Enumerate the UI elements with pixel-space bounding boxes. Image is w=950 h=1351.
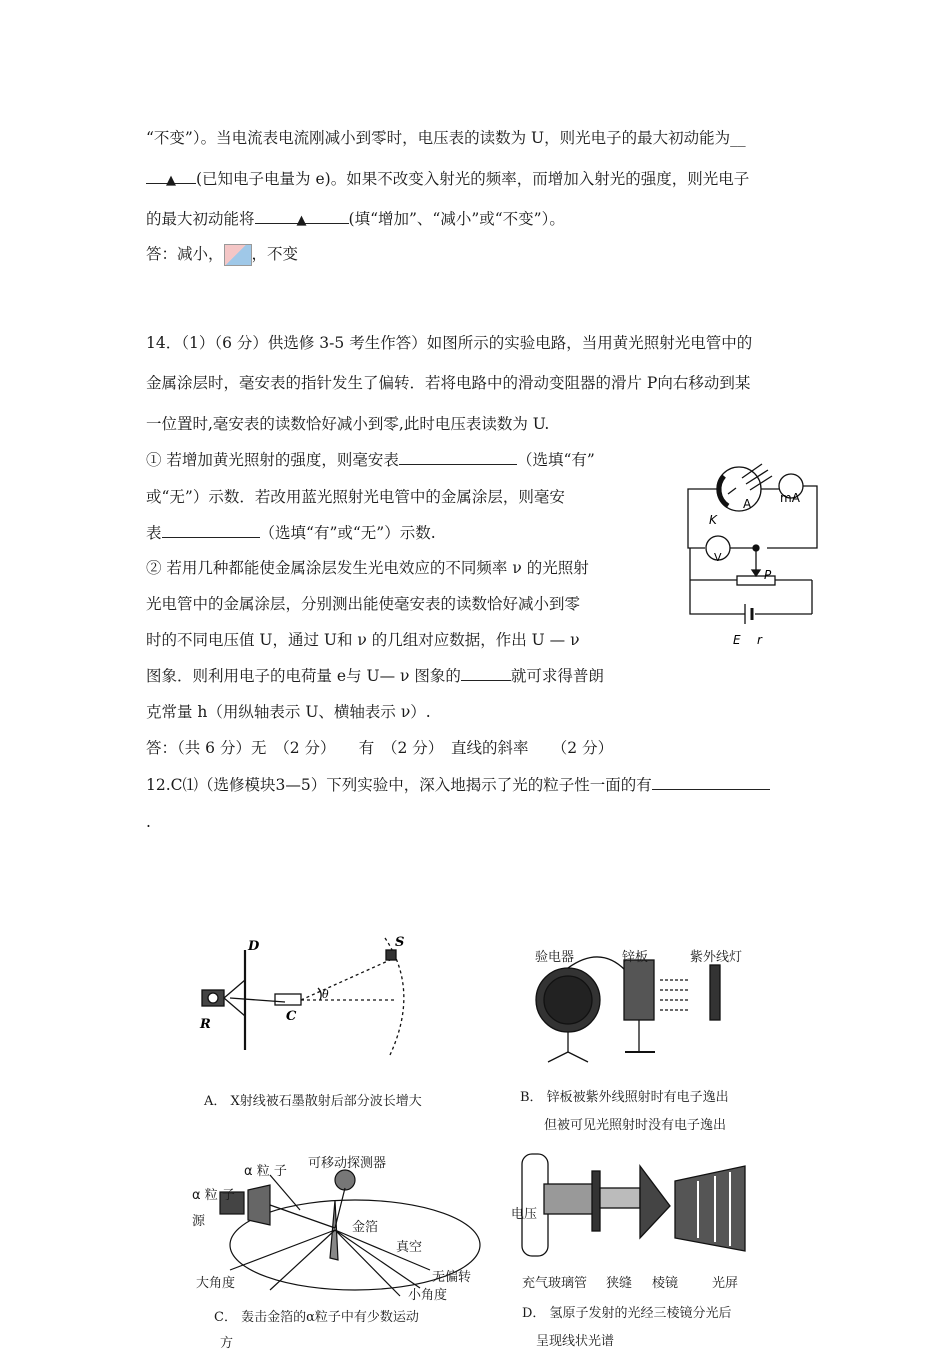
q14-line3: 一位置时,毫安表的读数恰好减小到零,此时电压表读数为 U. [146, 415, 550, 433]
figure-d-svg [500, 1146, 760, 1271]
label-A: A [743, 497, 752, 511]
broken-image-icon [224, 244, 252, 266]
detector-icon [386, 950, 396, 960]
para1-line3-pre: 的最大初动能将 [146, 210, 255, 228]
q12-dot: . [146, 813, 151, 831]
figure-d [500, 1146, 760, 1271]
q14-s2d-pre: 图象．则利用电子的电荷量 e与 U— ν 图象的 [146, 667, 461, 685]
q14-sub2-line1: ② 若用几种都能使金属涂层发生光电效应的不同频率 ν 的光照射 [146, 559, 589, 577]
label-electroscope: 验电器 [535, 950, 575, 965]
q12-line1 [146, 775, 770, 795]
label-D: D [248, 939, 260, 954]
q14-s1c-pre: 表 [146, 524, 162, 542]
circuit-diagram [680, 458, 825, 653]
answer-blank[interactable] [399, 450, 517, 465]
answer-post: ，不变 [251, 245, 299, 263]
q14-s2d-post: 就可求得普朗 [510, 667, 604, 685]
uv-lamp-icon [710, 965, 720, 1020]
para1-line3 [146, 209, 565, 229]
label-vacuum: 真空 [396, 1240, 423, 1255]
label-E: E [733, 633, 741, 647]
q14-line2: 金属涂层时，毫安表的指针发生了偏转．若将电路中的滑动变阻器的滑片 P向右移动到某 [146, 374, 751, 392]
label-no-deflection: 无偏转 [432, 1270, 472, 1285]
answer-blank[interactable] [461, 666, 511, 681]
caption-c-2: 方 [220, 1336, 234, 1351]
circuit-svg [680, 458, 825, 653]
q14-sub2-line3: 时的不同电压值 U，通过 U和 ν 的几组对应数据，作出 U — ν [146, 631, 580, 649]
answer-pre: 答：减小， [146, 245, 224, 263]
label-screen: 光屏 [712, 1276, 739, 1291]
movable-detector-icon [335, 1170, 355, 1190]
para1-line1: “不变”）。当电流表电流刚减小到零时，电压表的读数为 U，则光电子的最大初动能为__ [146, 129, 746, 147]
screen-icon [675, 1166, 745, 1251]
label-small-angle: 小角度 [408, 1288, 448, 1303]
figure-a [190, 930, 430, 1070]
q14-s1a: ① 若增加黄光照射的强度，则毫安表 [146, 451, 399, 469]
label-gold-foil: 金箔 [352, 1220, 379, 1235]
label-S: S [395, 935, 405, 950]
answer-blank[interactable] [146, 169, 196, 188]
prism-icon [640, 1166, 670, 1238]
caption-a: A． X射线被石墨散射后部分波长增大 [204, 1094, 422, 1109]
caption-d-1: D． 氢原子发射的光经三棱镜分光后 [522, 1306, 732, 1321]
label-mA: mA [780, 491, 800, 505]
answer-blank[interactable] [255, 209, 349, 228]
caption-b-1: B． 锌板被紫外线照射时有电子逸出 [520, 1090, 729, 1105]
triangle-icon: ▲ [296, 213, 307, 228]
q12-text: 12.C⑴（选修模块3—5）下列实验中，深入地揭示了光的粒子性一面的有 [146, 776, 652, 794]
q14-sub1-line2: 或“无”）示数．若改用蓝光照射光电管中的金属涂层，则毫安 [146, 488, 565, 506]
triangle-icon: ▲ [166, 173, 176, 188]
q14-sub2-line5: 克常量 h（用纵轴表示 U、横轴表示 ν）. [146, 703, 431, 721]
para1-line2-text: (已知电子电量为 e)。如果不改变入射光的频率，而增加入射光的强度，则光电子 [196, 170, 750, 188]
label-r: r [757, 633, 762, 647]
label-uv-lamp: 紫外线灯 [690, 950, 743, 965]
label-zinc-plate: 锌板 [622, 950, 649, 965]
caption-b-2: 但被可见光照射时没有电子逸出 [544, 1118, 727, 1133]
para1-answer [146, 244, 298, 266]
label-voltage: 电压 [511, 1207, 538, 1222]
q14-sub2-line4 [146, 666, 604, 686]
label-large-angle: 大角度 [196, 1276, 236, 1291]
q14-s1c-post: （选填“有”或“无”）示数. [259, 524, 436, 542]
answer-blank[interactable] [162, 523, 260, 538]
label-alpha-source-1: α 粒 子 [192, 1188, 235, 1203]
slit-icon [592, 1171, 600, 1231]
label-gas-tube: 充气玻璃管 [522, 1276, 588, 1291]
caption-c-1: C． 轰击金箔的α粒子中有少数运动 [214, 1310, 419, 1325]
label-alpha-source-2: 源 [192, 1214, 206, 1229]
q14-answer: 答：（共 6 分）无 （2 分） 有 （2 分） 直线的斜率 （2 分） [146, 739, 614, 757]
figure-a-svg [190, 930, 430, 1070]
caption-d-2: 呈现线状光谱 [536, 1334, 615, 1349]
label-alpha-particle: α 粒 子 [244, 1164, 287, 1179]
label-theta: θ [322, 988, 329, 1001]
zinc-plate-icon [624, 960, 654, 1020]
q14-s1a-post: （选填“有” [516, 451, 595, 469]
label-R: R [200, 1017, 211, 1032]
label-C: C [286, 1009, 297, 1024]
answer-blank[interactable] [652, 775, 770, 790]
label-V: V [714, 551, 722, 564]
q14-sub2-line2: 光电管中的金属涂层，分别测出能使毫安表的读数恰好减小到零 [146, 595, 581, 613]
label-slit: 狭缝 [606, 1276, 633, 1291]
label-P: P [764, 568, 772, 582]
gas-tube-icon [544, 1184, 594, 1214]
label-movable-detector: 可移动探测器 [308, 1156, 387, 1171]
para1-line2 [146, 169, 749, 189]
cathode-icon [719, 476, 728, 506]
q14-sub1-line1 [146, 450, 595, 470]
graphite-icon [275, 994, 301, 1005]
para1-line3-post: (填“增加”、“减小”或“不变”）。 [348, 210, 565, 228]
label-K: K [709, 513, 717, 527]
label-prism: 棱镜 [652, 1276, 679, 1291]
q14-line1: 14．（1）（6 分）供选修 3-5 考生作答）如图所示的实验电路，当用黄光照射光电管中的 [146, 334, 753, 352]
q14-sub1-line3 [146, 523, 436, 543]
